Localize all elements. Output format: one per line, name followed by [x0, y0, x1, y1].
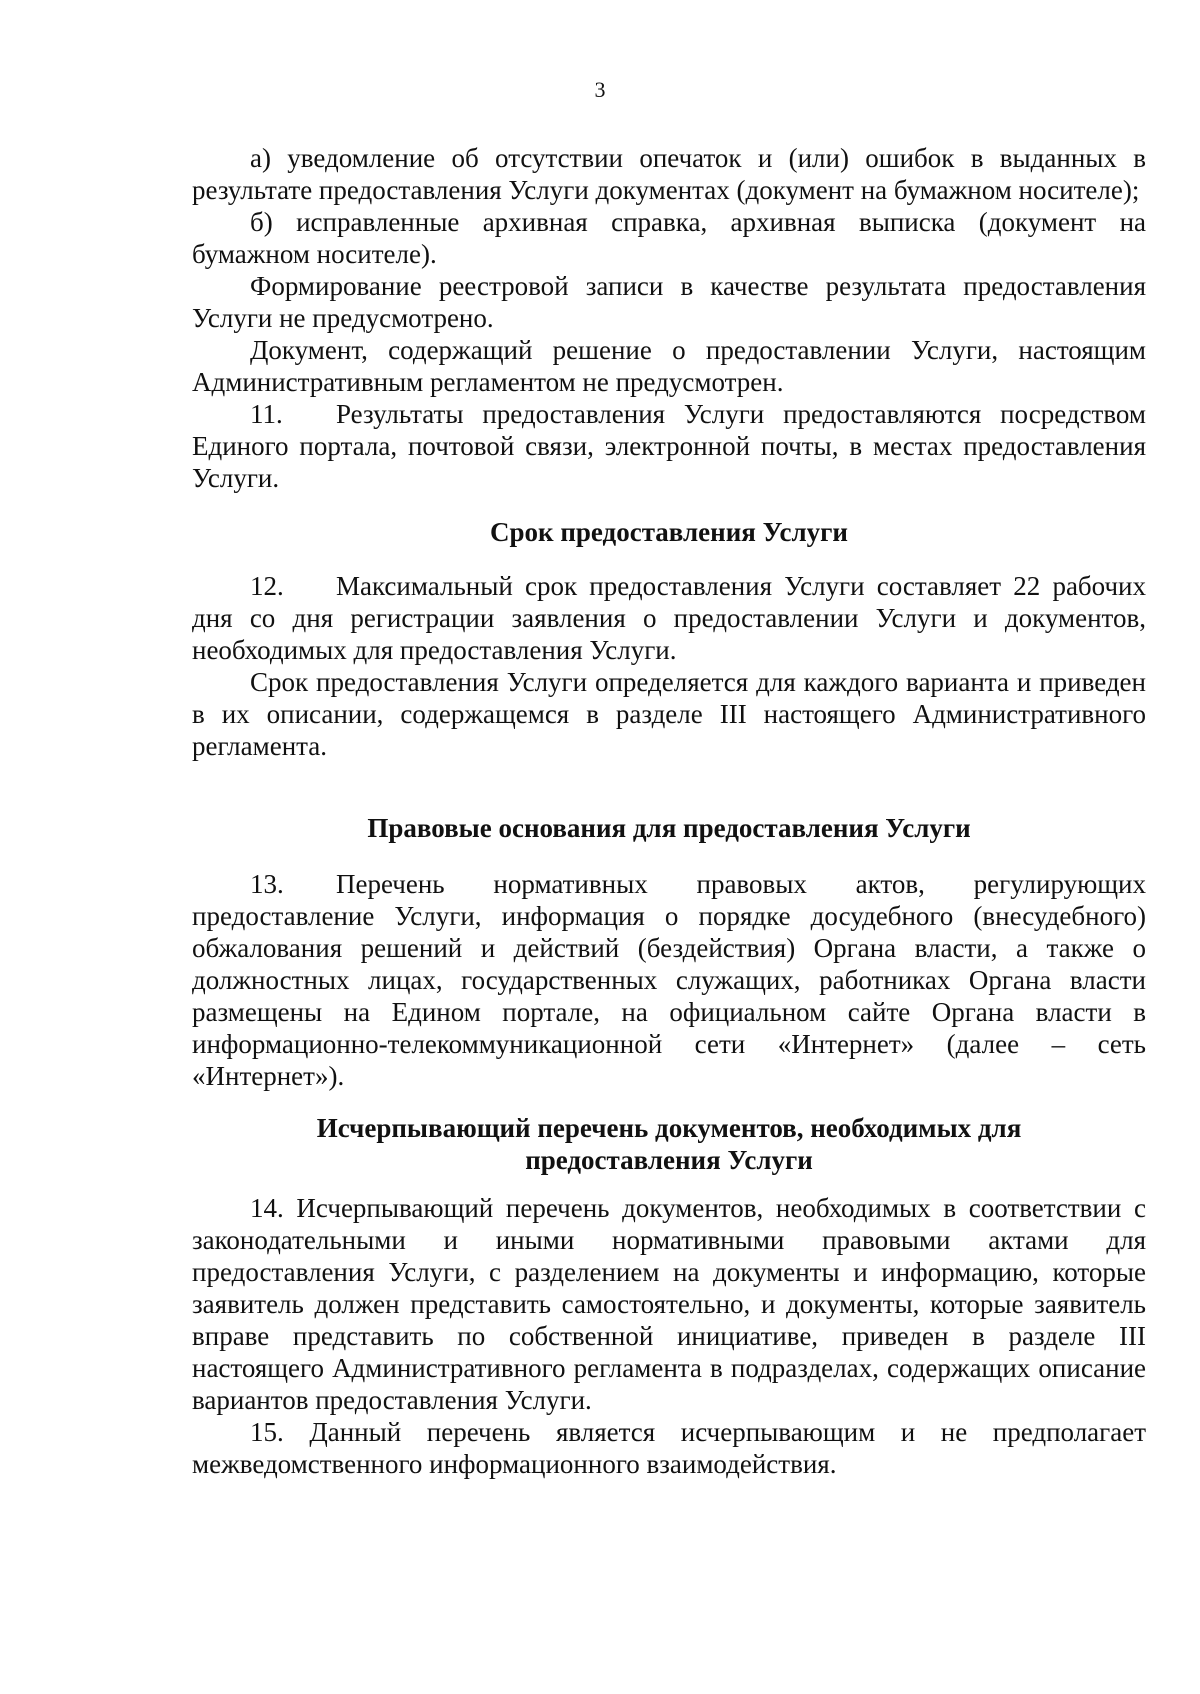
- paragraph-term-variants: Срок предоставления Услуги определяется для каждого варианта и приведен в их описании, содержащемся в разделе III настоящего Административного регламента.: [192, 667, 1146, 761]
- paragraph-decision-document: Документ, содержащий решение о предоставлении Услуги, настоящим Административным регламентом не предусмотрен.: [192, 335, 1146, 397]
- heading-documents-line1: Исчерпывающий перечень документов, необходимых для: [316, 1113, 1022, 1143]
- item-12-number: 12.: [250, 571, 284, 601]
- item-15: 15. Данный перечень является исчерпывающим и не предполагает межведомственного информационного взаимодействия.: [192, 1417, 1146, 1479]
- paragraph-a: а) уведомление об отсутствии опечаток и (или) ошибок в выданных в результате предоставления Услуги документах (документ на бумажном носителе);: [192, 143, 1146, 205]
- paragraph-b: б) исправленные архивная справка, архивная выписка (документ на бумажном носителе).: [192, 207, 1146, 269]
- item-13-text: Перечень нормативных правовых актов, регулирующих предоставление Услуги, информация о порядке досудебного (внесудебного) обжалования решений и действий (бездействия) Органа власти, а также о должностных лицах, государственных служащих, работниках Органа власти размещены на Едином портале, на официальном сайте Органа власти в информационно-телекоммуникационной сети «Интернет» (далее – сеть «Интернет»).: [192, 869, 1146, 1091]
- heading-documents-line2: предоставления Услуги: [525, 1145, 813, 1175]
- item-14: 14. Исчерпывающий перечень документов, необходимых в соответствии с законодательными и иными нормативными правовыми актами для предоставления Услуги, с разделением на документы и информацию, которые заявитель должен представить самостоятельно, и документы, которые заявитель вправе представить по собственной инициативе, приведен в разделе III настоящего Административного регламента в подразделах, содержащих описание вариантов предоставления Услуги.: [192, 1193, 1146, 1415]
- item-11-text: Результаты предоставления Услуги предоставляются посредством Единого портала, почтовой связи, электронной почты, в местах предоставления Услуги.: [192, 399, 1146, 493]
- item-12-text: Максимальный срок предоставления Услуги составляет 22 рабочих дня со дня регистрации заявления о предоставлении Услуги и документов, необходимых для предоставления Услуги.: [192, 571, 1146, 665]
- item-11-number: 11.: [250, 399, 283, 429]
- paragraph-registry-record: Формирование реестровой записи в качестве результата предоставления Услуги не предусмотрено.: [192, 271, 1146, 333]
- document-body: [192, 142, 1146, 1480]
- heading-term: Срок предоставления Услуги: [490, 517, 848, 547]
- item-11: [192, 398, 1146, 494]
- page-number: 3: [594, 77, 606, 102]
- item-12: [192, 570, 1146, 666]
- item-13-number: 13.: [250, 869, 284, 899]
- item-13: [192, 868, 1146, 1092]
- heading-documents: [192, 1112, 1146, 1176]
- heading-legal-basis: Правовые основания для предоставления Услуги: [367, 813, 971, 843]
